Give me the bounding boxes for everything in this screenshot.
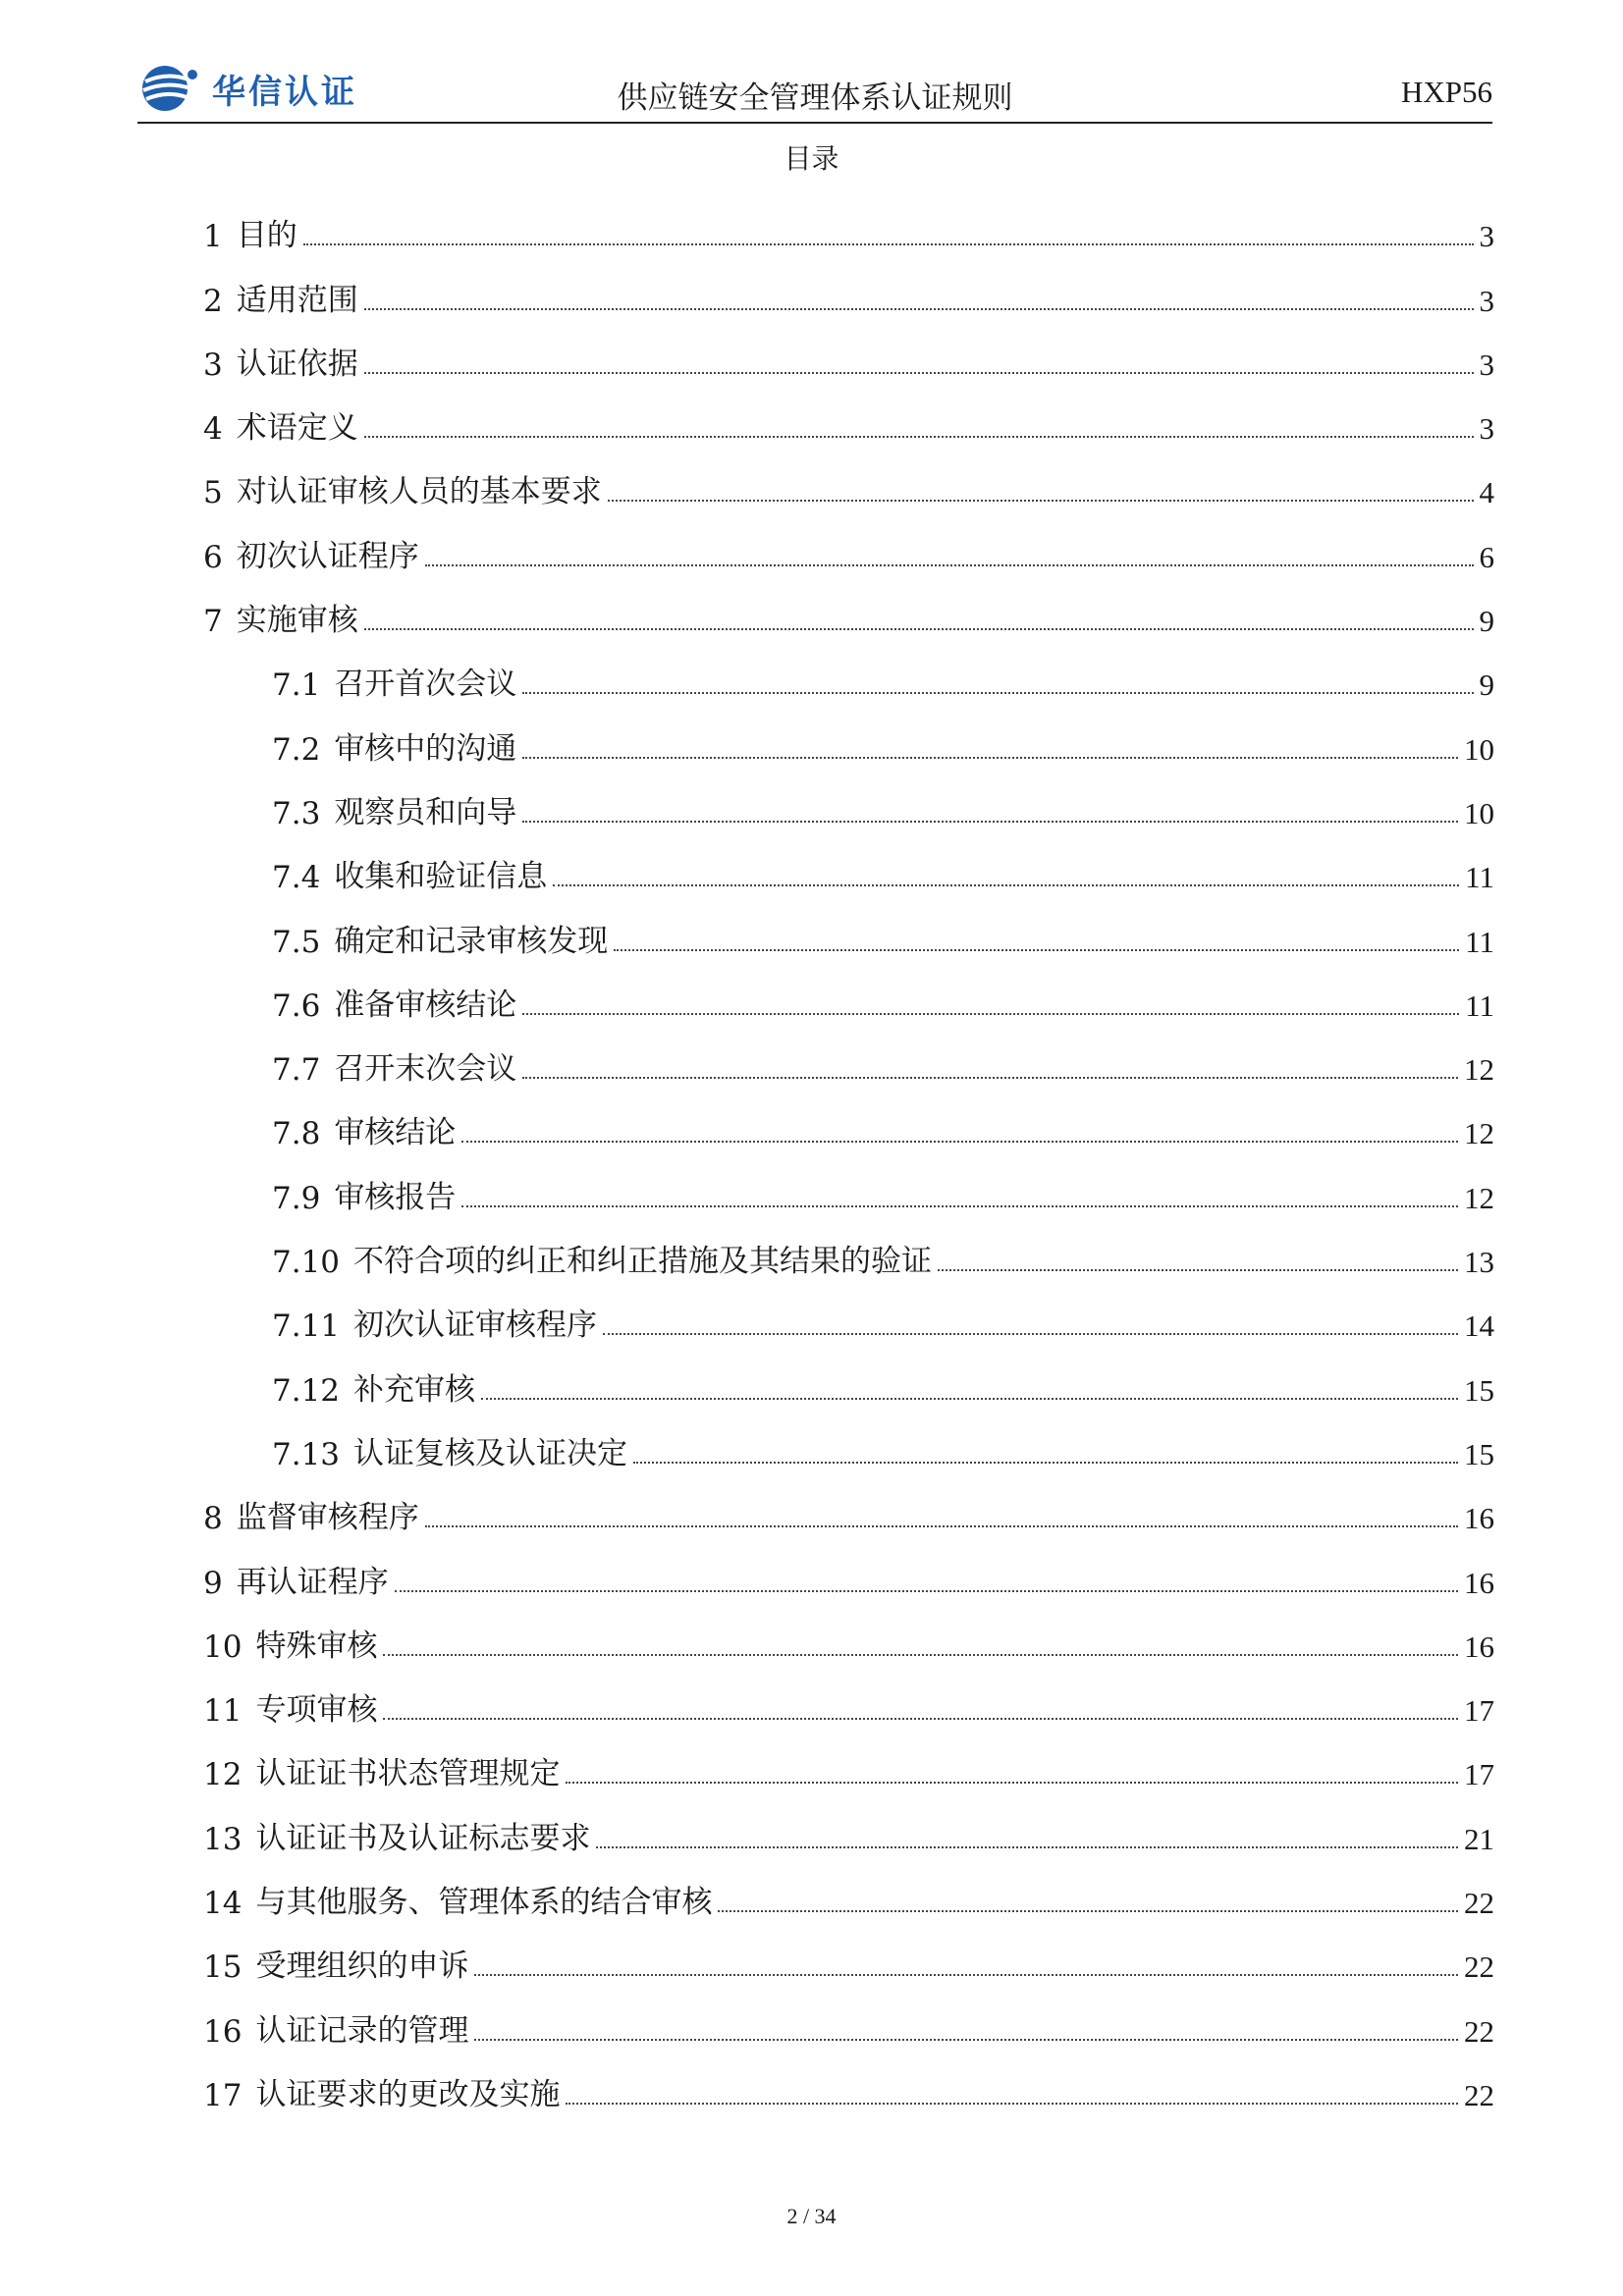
toc-entry-page: 9 [1479,604,1494,639]
toc-entry-page: 4 [1479,475,1494,510]
toc-entry[interactable] [203,1665,1494,1729]
toc-dot-leader [461,1141,1458,1143]
toc-entry[interactable] [203,1792,1494,1856]
toc-entry[interactable] [203,1729,1494,1792]
toc-entry[interactable] [203,895,1494,959]
toc-dot-leader [522,1013,1459,1015]
toc-dot-leader [522,757,1458,759]
toc-entry-title: 目的 [236,218,298,254]
toc-dot-leader [566,2103,1458,2105]
toc-entry[interactable] [203,510,1494,574]
toc-entry-number: 16 [203,2013,243,2050]
toc-entry-page: 6 [1479,539,1494,574]
toc-dot-leader [461,1205,1458,1207]
toc-entry-page: 22 [1464,1949,1494,1985]
toc-entry[interactable] [203,319,1494,383]
toc-entry[interactable] [203,1024,1494,1088]
toc-dot-leader [474,2039,1458,2041]
toc-entry-page: 15 [1464,1436,1494,1471]
toc-entry-title: 不符合项的纠正和纠正措施及其结果的验证 [353,1244,933,1280]
toc-entry-title: 监督审核程序 [236,1500,419,1536]
toc-entry-number: 14 [203,1886,243,1922]
toc-entry-title: 准备审核结论 [334,987,517,1023]
toc-entry[interactable] [203,1088,1494,1151]
toc-entry-title: 再认证程序 [236,1564,389,1600]
toc-entry-page: 17 [1464,1757,1494,1792]
toc-entry[interactable] [203,447,1494,510]
toc-entry[interactable] [203,1344,1494,1408]
toc-entry-number: 7.11 [272,1308,341,1345]
toc-entry-page: 16 [1464,1501,1494,1536]
toc-entry-title: 认证要求的更改及实施 [255,2076,561,2112]
toc-entry[interactable] [203,1280,1494,1344]
toc-entry-page: 11 [1465,988,1494,1023]
toc-entry-title: 与其他服务、管理体系的结合审核 [255,1885,713,1921]
toc-entry-number: 13 [203,1821,243,1857]
toc-dot-leader [364,436,1474,438]
toc-dot-leader [383,1718,1458,1720]
toc-dot-leader [364,628,1474,630]
toc-entry-number: 8 [203,1501,223,1537]
toc-entry-page: 10 [1464,795,1494,830]
logo-text: 华信认证 [212,72,357,112]
document-title: 供应链安全管理体系认证规则 [617,80,1013,116]
toc-entry-page: 14 [1464,1308,1494,1344]
toc-entry-title: 收集和验证信息 [334,859,548,895]
toc-entry-number: 7.6 [272,988,321,1024]
toc-entry-page: 12 [1464,1116,1494,1151]
toc-entry[interactable] [203,1921,1494,1985]
toc-dot-leader [481,1398,1458,1400]
toc-entry-title: 初次认证程序 [236,538,419,574]
toc-dot-leader [522,821,1458,823]
toc-entry-title: 认证复核及认证决定 [353,1435,628,1471]
toc-entry[interactable] [203,575,1494,639]
page-header [137,61,1492,124]
toc-dot-leader [425,564,1474,566]
toc-entry[interactable] [203,1472,1494,1536]
toc-entry-number: 7.1 [272,667,321,704]
toc-entry-number: 12 [203,1757,243,1793]
toc-entry[interactable] [203,190,1494,254]
toc-entry-number: 7.8 [272,1116,321,1152]
toc-entry-title: 适用范围 [236,282,358,318]
page-number: 2 / 34 [786,2204,837,2228]
toc-entry-number: 7.12 [272,1372,341,1409]
toc-entry-title: 初次认证审核程序 [353,1308,598,1344]
toc-entry[interactable] [203,1601,1494,1665]
toc-entry-page: 22 [1464,2013,1494,2049]
toc-entry-number: 9 [203,1565,223,1601]
toc-entry-page: 16 [1464,1629,1494,1664]
toc-entry[interactable] [203,1151,1494,1215]
toc-entry[interactable] [203,960,1494,1024]
toc-dot-leader [303,243,1474,245]
toc-entry-title: 审核结论 [334,1115,457,1151]
toc-entry-number: 5 [203,475,223,511]
toc-entry-page: 3 [1479,411,1494,447]
toc-entry-page: 22 [1464,1886,1494,1921]
toc-dot-leader [522,692,1473,694]
toc-entry-page: 16 [1464,1565,1494,1600]
toc-entry-title: 实施审核 [236,603,358,639]
toc-entry-page: 10 [1464,731,1494,767]
toc-entry[interactable] [203,254,1494,318]
toc-entry[interactable] [203,831,1494,895]
toc-entry[interactable] [203,1216,1494,1280]
toc-dot-leader [718,1910,1458,1912]
toc-entry[interactable] [203,1409,1494,1472]
toc-entry-title: 特殊审核 [255,1628,378,1664]
toc-entry[interactable] [203,1857,1494,1921]
toc-entry-title: 认证证书及认证标志要求 [255,1820,591,1856]
toc-entry-title: 认证证书状态管理规定 [255,1756,561,1792]
toc-entry-number: 7 [203,604,223,640]
toc-entry-page: 12 [1464,1052,1494,1088]
toc-dot-leader [938,1269,1458,1271]
toc-entry-title: 专项审核 [255,1692,378,1729]
toc-dot-leader [364,372,1474,374]
toc-entry-title: 术语定义 [236,410,358,447]
toc-entry-page: 9 [1479,667,1494,703]
toc-entry-page: 11 [1465,860,1494,895]
toc-entry-number: 17 [203,2077,243,2113]
toc-dot-leader [425,1525,1458,1527]
toc-dot-leader [383,1654,1458,1656]
toc-entry-number: 7.2 [272,731,321,768]
toc-entry-page: 15 [1464,1372,1494,1408]
document-code: HXP56 [1400,75,1492,109]
toc-entry-number: 7.10 [272,1245,341,1281]
toc-entry-title: 认证记录的管理 [255,2012,469,2049]
toc-entry-number: 1 [203,219,223,255]
toc-dot-leader [633,1462,1458,1464]
toc-entry-title: 受理组织的申诉 [255,1949,469,1985]
toc-entry-number: 2 [203,283,223,319]
toc-entry-page: 13 [1464,1245,1494,1280]
toc-entry-number: 4 [203,411,223,448]
toc-entry-number: 7.7 [272,1052,321,1089]
toc-dot-leader [566,1782,1458,1784]
toc-entry-number: 7.13 [272,1436,341,1472]
toc-entry-number: 3 [203,347,223,383]
toc-entry-page: 3 [1479,283,1494,318]
toc-dot-leader [553,884,1459,886]
toc-entry-page: 12 [1464,1180,1494,1215]
toc-entry-page: 22 [1464,2077,1494,2112]
toc-dot-leader [395,1590,1458,1592]
table-of-contents [203,190,1494,2113]
toc-entry[interactable] [203,703,1494,767]
toc-entry-number: 11 [203,1693,243,1730]
toc-entry-title: 补充审核 [353,1371,476,1408]
toc-entry-number: 15 [203,1949,243,1986]
toc-entry-page: 3 [1479,347,1494,382]
toc-entry-number: 7.3 [272,795,321,831]
toc-dot-leader [608,500,1474,502]
toc-entry-number: 7.5 [272,924,321,960]
toc-entry-title: 观察员和向导 [334,794,517,830]
toc-entry-title: 认证依据 [236,346,358,382]
toc-entry-page: 11 [1465,924,1494,959]
toc-heading: 目录 [784,142,839,175]
toc-entry-title: 对认证审核人员的基本要求 [236,474,602,510]
toc-dot-leader [522,1077,1458,1079]
toc-entry-number: 6 [203,539,223,575]
toc-entry-page: 3 [1479,219,1494,254]
toc-dot-leader [596,1846,1458,1848]
toc-entry-title: 召开末次会议 [334,1051,517,1088]
toc-dot-leader [614,949,1459,951]
toc-entry-title: 审核报告 [334,1179,457,1215]
toc-entry-title: 确定和记录审核发现 [334,923,609,959]
toc-dot-leader [603,1333,1458,1335]
toc-entry-page: 17 [1464,1693,1494,1729]
toc-entry[interactable] [203,639,1494,703]
toc-entry[interactable] [203,1536,1494,1600]
toc-entry[interactable] [203,1985,1494,2049]
toc-entry-number: 10 [203,1629,243,1665]
toc-entry[interactable] [203,768,1494,831]
toc-entry[interactable] [203,2050,1494,2113]
toc-dot-leader [474,1974,1458,1976]
toc-entry-page: 21 [1464,1821,1494,1856]
toc-entry-number: 7.4 [272,860,321,896]
toc-entry-number: 7.9 [272,1180,321,1216]
toc-dot-leader [364,308,1474,310]
toc-entry-title: 召开首次会议 [334,667,517,703]
toc-entry-title: 审核中的沟通 [334,730,517,767]
toc-entry[interactable] [203,383,1494,447]
